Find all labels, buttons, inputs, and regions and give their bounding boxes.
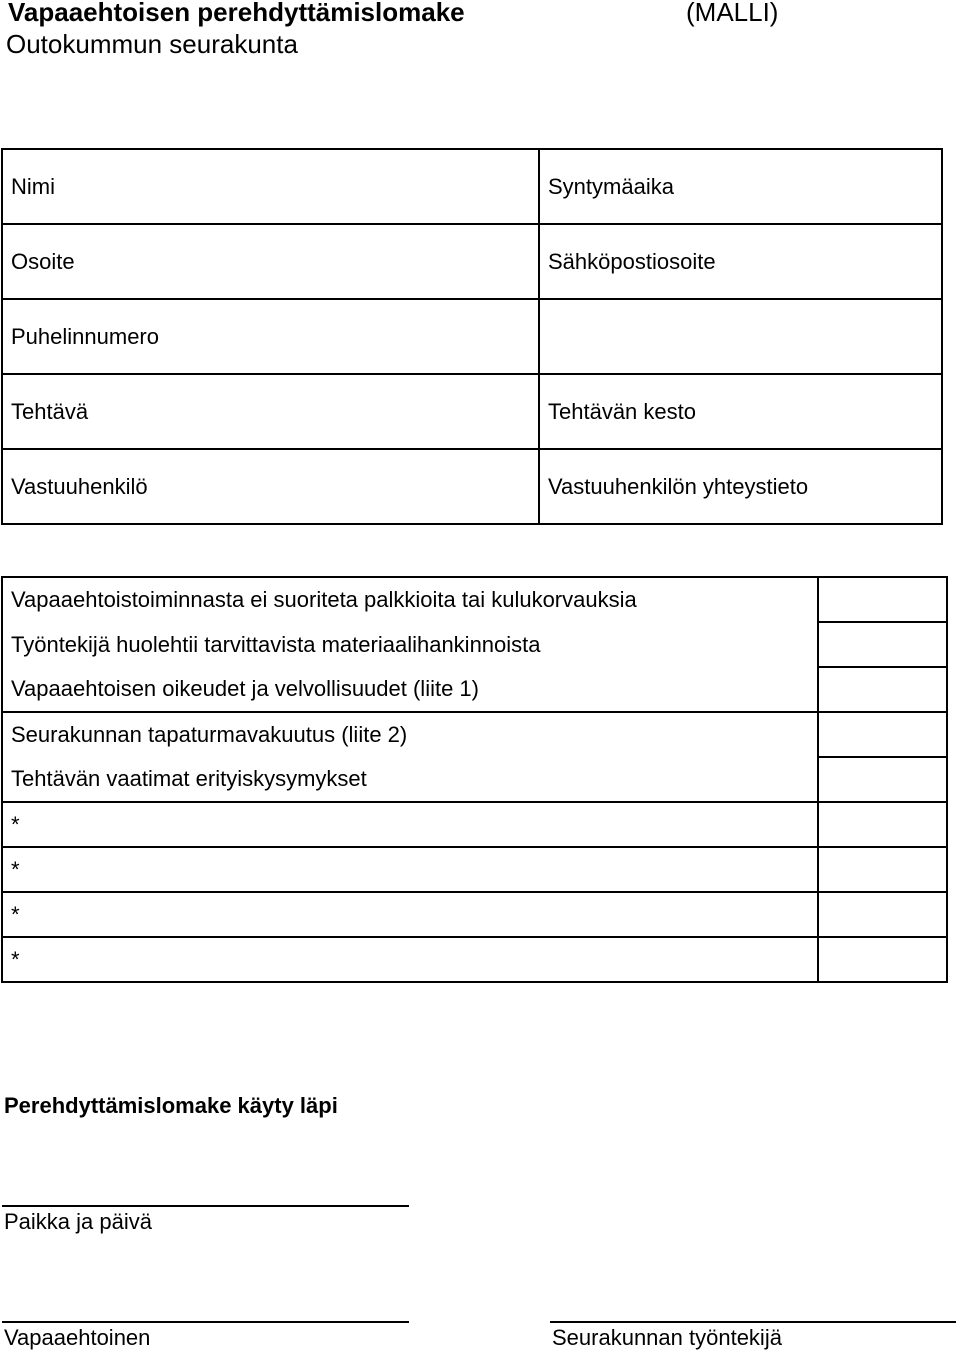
checklist-item-text: Vapaaehtoistoiminnasta ei suoriteta palkkioita tai kulukorvauksia xyxy=(2,577,818,622)
checklist-item-text[interactable]: * xyxy=(2,802,818,847)
volunteer-label: Vapaaehtoinen xyxy=(4,1325,151,1350)
checklist-item-text: Työntekijä huolehtii tarvittavista materiaalihankinnoista xyxy=(2,622,818,667)
checklist-row xyxy=(2,847,947,892)
info-row xyxy=(2,299,942,374)
checklist-item-text[interactable]: * xyxy=(2,892,818,937)
employee-signature-line[interactable] xyxy=(550,1321,956,1323)
address-field[interactable]: Osoite xyxy=(2,224,539,299)
checkbox-cell[interactable] xyxy=(818,622,947,667)
checkbox-cell[interactable] xyxy=(818,892,947,937)
responsible-person-field[interactable]: Vastuuhenkilö xyxy=(2,449,539,524)
responsible-contact-field[interactable]: Vastuuhenkilön yhteystieto xyxy=(539,449,942,524)
checklist-item-text: Seurakunnan tapaturmavakuutus (liite 2) xyxy=(2,712,818,757)
checklist-row xyxy=(2,757,947,802)
checklist-row xyxy=(2,667,947,712)
info-row xyxy=(2,224,942,299)
checklist-row xyxy=(2,712,947,757)
checklist-row xyxy=(2,892,947,937)
checkbox-cell[interactable] xyxy=(818,577,947,622)
checklist-item-text[interactable]: * xyxy=(2,937,818,982)
checkbox-cell[interactable] xyxy=(818,712,947,757)
checkbox-cell[interactable] xyxy=(818,802,947,847)
info-row xyxy=(2,374,942,449)
personal-info-table xyxy=(1,148,943,525)
task-field[interactable]: Tehtävä xyxy=(2,374,539,449)
checkbox-cell[interactable] xyxy=(818,937,947,982)
orientation-checklist xyxy=(1,576,948,983)
signoff-heading: Perehdyttämislomake käyty läpi xyxy=(4,1093,338,1118)
checkbox-cell[interactable] xyxy=(818,847,947,892)
model-label: (MALLI) xyxy=(686,0,779,27)
empty-field[interactable] xyxy=(539,299,942,374)
birthdate-field[interactable]: Syntymäaika xyxy=(539,149,942,224)
phone-field[interactable]: Puhelinnumero xyxy=(2,299,539,374)
place-date-signature-line[interactable] xyxy=(2,1205,409,1207)
checkbox-cell[interactable] xyxy=(818,667,947,712)
checklist-row xyxy=(2,577,947,622)
checklist-row xyxy=(2,622,947,667)
checklist-item-text: Vapaaehtoisen oikeudet ja velvollisuudet (liite 1) xyxy=(2,667,818,712)
info-row xyxy=(2,449,942,524)
checklist-item-text: Tehtävän vaatimat erityiskysymykset xyxy=(2,757,818,802)
checklist-row xyxy=(2,802,947,847)
checkbox-cell[interactable] xyxy=(818,757,947,802)
employee-label: Seurakunnan työntekijä xyxy=(552,1325,782,1350)
place-date-label: Paikka ja päivä xyxy=(4,1209,152,1234)
form-title: Vapaaehtoisen perehdyttämislomake xyxy=(8,0,465,27)
task-duration-field[interactable]: Tehtävän kesto xyxy=(539,374,942,449)
email-field[interactable]: Sähköpostiosoite xyxy=(539,224,942,299)
info-row xyxy=(2,149,942,224)
volunteer-signature-line[interactable] xyxy=(2,1321,409,1323)
checklist-item-text[interactable]: * xyxy=(2,847,818,892)
checklist-row xyxy=(2,937,947,982)
name-field[interactable]: Nimi xyxy=(2,149,539,224)
organization-name: Outokummun seurakunta xyxy=(6,29,298,59)
